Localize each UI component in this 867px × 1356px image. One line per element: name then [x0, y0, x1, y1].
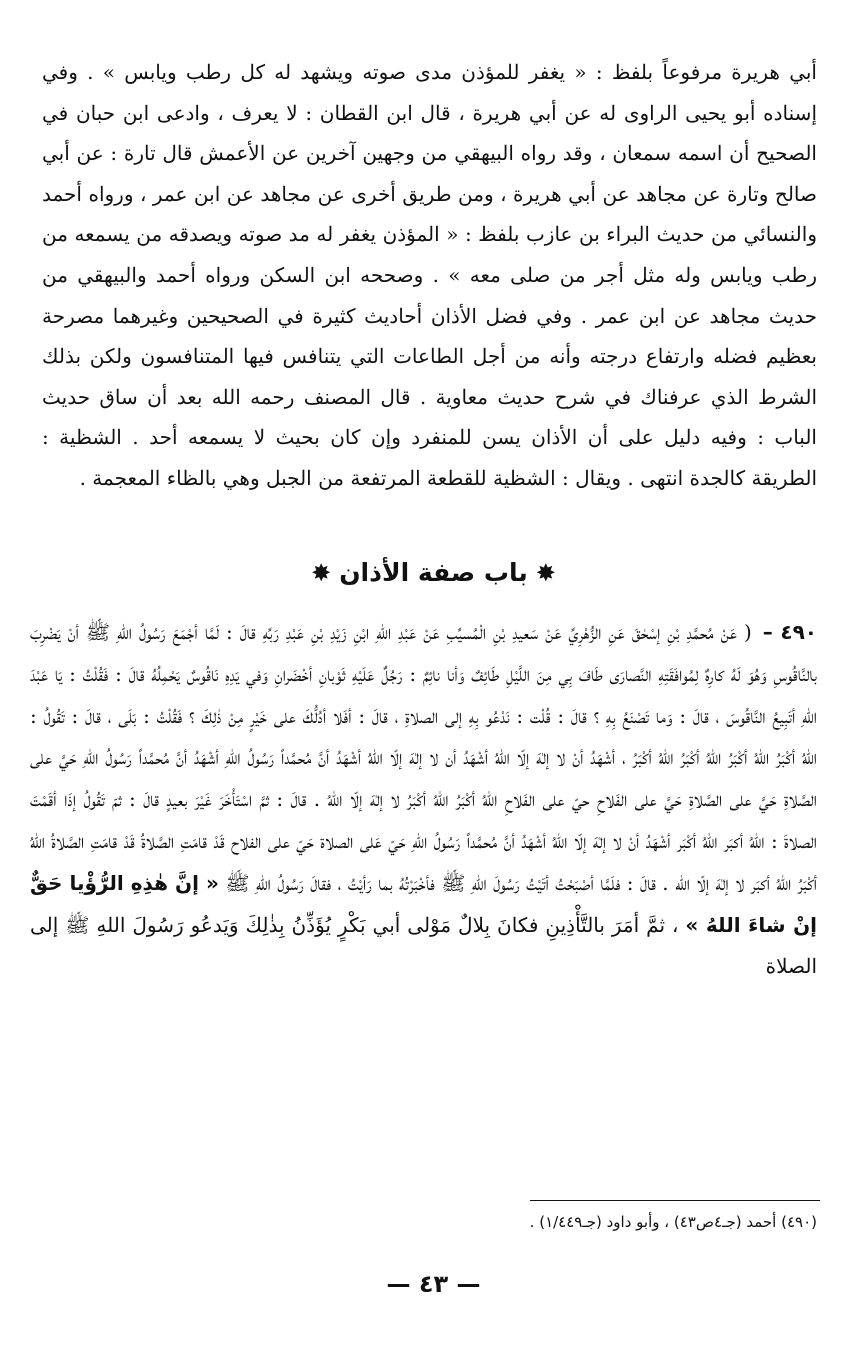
footnote: (٤٩٠) أحمد (جـ٤ص٤٣) ، وأبو داود (جـ١/٤٤٩) .	[529, 1213, 817, 1231]
chapter-title-text: باب صفة الأذان	[339, 558, 528, 587]
page-number: — ٤٣ —	[386, 1270, 481, 1298]
hadith-paragraph	[30, 612, 817, 988]
chapter-heading	[0, 558, 867, 587]
hadith-number: ٤٩٠ –	[762, 620, 817, 644]
hadith-text: ( عَنْ مُحمَّدِ بْنِ إسْحٰقَ عَنِ الزُّهْرِيِّ عَنْ سَعيدِ بْنِ الْمُسيِّبِ عَنْ عَبْدِ اللهِ ابْنِ زَيْدِ بْنِ عَبْدِ رَبِّهِ قالَ : لَمَّا أجْمَعَ رَسُولُ اللهِ ﷺ أنْ يَضْرِبَ بالنَّاقُوسِ وَهُوَ لَهُ كارِهٌ لِمُوافَقَتِهِ النَّصارَى طَافَ بِي مِنَ اللَّيْلِ طَائِفٌ وَأنا نائِمٌ : رَجُلٌ عَلَيْهِ ثَوْبانِ أخْضَرانِ وَفي يَدِهِ نَاقُوسٌ يَحْمِلُهُ قالَ : فَقُلْتُ : يَا عَبْدَ اللهِ أتَبِيعُ النَّاقُوسَ ، قالَ : وَما تَصْنَعُ بِهِ ؟ قالَ : قُلْت : نَدْعُو بِهِ إلى الصلاةِ ، قالَ : أفَلا أدُلُّكَ على خَيْرٍ مِنْ ذٰلِكَ ؟ فَقُلْتُ : بَلَى ، قالَ : تَقُولُ : اللّهُ أكْبَرُ اللّهُ أكْبَرُ اللّهُ أكْبَرُ اللّهُ أكْبَرُ ، أشْهَدُ أنْ لا إلٰهَ إلّا اللهُ أشْهَدُ أن لا إلٰهَ إلّا اللهُ أشْهَدُ أنَّ مُحمَّداً رَسُولُ اللهِ أشْهَدُ أنَّ مُحمَّداً رَسُولُ اللهِ حَيَّ على الصَّلاةِ حَيَّ على الصَّلاةِ حَيَّ على الفَلاحِ حيّ على الفَلاحِ اللّهُ أكْبَرُ اللّهُ أكْبَرُ لا إلٰهَ إلّا اللهُ . قالَ : ثمَّ اسْتَأْخَرَ غَيْرَ بعيدٍ قالَ : ثمّ تَقُولُ إذَا أقَمْتَ الصلاةَ : اللّهُ أكبَر اللّهُ أكْبَر أشْهَدُ أنْ لا إلٰهَ إلّا اللهُ أشْهَدُ أنَّ مُحمَّداً رَسُولُ اللّهِ حَيّ عَلى الصلاة حَيّ على الفلاح قَدْ قامَتِ الصَّلاةُ قَدْ قامَتِ الصَّلاةُ اللّهُ أكْبَرُ اللّهُ أكبَر لا إلٰهَ إلّا الله . قالَ : فلَمَّا أصْبَحْتُ أتَيْتُ رَسُولَ اللهِ ﷺ فأخْبَرْتُهُ بما رَأيْتُ ، فقالَ رَسُولُ اللهِ ﷺ	[30, 620, 818, 895]
commentary-paragraph: أبي هريرة مرفوعاً بلفظ : « يغفر للمؤذن مدى صوته ويشهد له كل رطب ويابس » . وفي إسناده أبو يحيى الراوى له عن أبي هريرة ، قال ابن القطان : لا يعرف ، وادعى ابن حبان في الصحيح أن اسمه سمعان ، وقد رواه البيهقي من وجهين آخرين عن الأعمش قال تارة : عن أبي صالح وتارة عن مجاهد عن أبي هريرة ، ومن طريق أخرى عن مجاهد عن ابن عمر ، ورواه أحمد والنسائي من حديث البراء بن عازب بلفظ : « المؤذن يغفر له مد صوته ويصدقه من يسمعه من رطب ويابس وله مثل أجر من صلى معه » . وصححه ابن السكن ورواه أحمد والبيهقي من حديث مجاهد عن ابن عمر . وفي فضل الأذان أحاديث كثيرة في الصحيحين وغيرهما مصرحة بعظيم فضله وارتفاع درجته وأنه من أجل الطاعات التي يتنافس فيها المتنافسون ولكن بذلك الشرط الذي عرفناك في شرح حديث معاوية . قال المصنف رحمه الله بعد أن ساق حديث الباب : وفيه دليل على أن الأذان يسن للمنفرد وإن كان بحيث لا يسمعه أحد . الشظية : الطريقة كالجدة انتهى . ويقال : الشظية للقطعة المرتفعة من الجبل وهي بالظاء المعجمة .	[42, 60, 817, 490]
footnote-divider	[530, 1200, 820, 1201]
hadith-quote: « إنَّ هٰذِهِ الرُّؤْيا حَقٌّ إنْ شاءَ اللهُ »	[30, 870, 818, 937]
hadith-text-end: ، ثمَّ أمَرَ بالتَّأْذِينِ فكانَ بِلالٌ مَوْلى أبي بَكْرٍ يُؤَذِّنُ بِذٰلِكَ وَيَدعُو رَسُولَ اللهِ ﷺ إلى الصلاة	[30, 912, 817, 979]
star-ornament-icon: ✸	[311, 559, 332, 587]
star-ornament-icon: ✸	[535, 559, 556, 587]
